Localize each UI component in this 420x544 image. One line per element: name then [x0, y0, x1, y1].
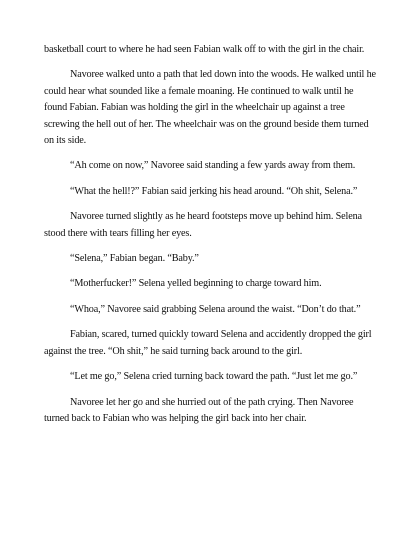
paragraph-3: “Ah come on now,” Navoree said standing a few yards away from them.: [70, 160, 356, 172]
paragraph-6: “Selena,” Fabian began. “Baby.”: [70, 253, 199, 265]
paragraph-7: “Motherfucker!” Selena yelled beginning to charge toward him.: [70, 278, 322, 290]
paragraph-8: “Whoa,” Navoree said grabbing Selena around the waist. “Don’t do that.”: [70, 303, 361, 315]
paragraph-11: Navoree let her go and she hurried out of the path crying. Then Navoree turned back to Fabian who was helping the girl back into her chair.: [44, 396, 354, 424]
paragraph-5: Navoree turned slightly as he heard footsteps move up behind him. Selena stood there with tears filling her eyes.: [44, 211, 362, 239]
paragraph-9: Fabian, scared, turned quickly toward Selena and accidently dropped the girl against the tree. “Oh shit,” he said turning back around to the girl.: [44, 329, 372, 357]
paragraph-1: basketball court to where he had seen Fabian walk off to with the girl in the chair.: [44, 44, 365, 55]
paragraph-4: “What the hell!?” Fabian said jerking his head around. “Oh shit, Selena.”: [70, 185, 358, 197]
paragraph-10: “Let me go,” Selena cried turning back toward the path. “Just let me go.”: [70, 371, 358, 383]
paragraph-2: Navoree walked unto a path that led down into the woods. He walked until he could hear what sounded like a female moaning. He continued to walk until he found Fabian. Fabian was holding the girl in the wheelchair up against a tree screwing the hell out of her. The wheelchair was on the ground beside them turned on its side.: [44, 69, 376, 147]
